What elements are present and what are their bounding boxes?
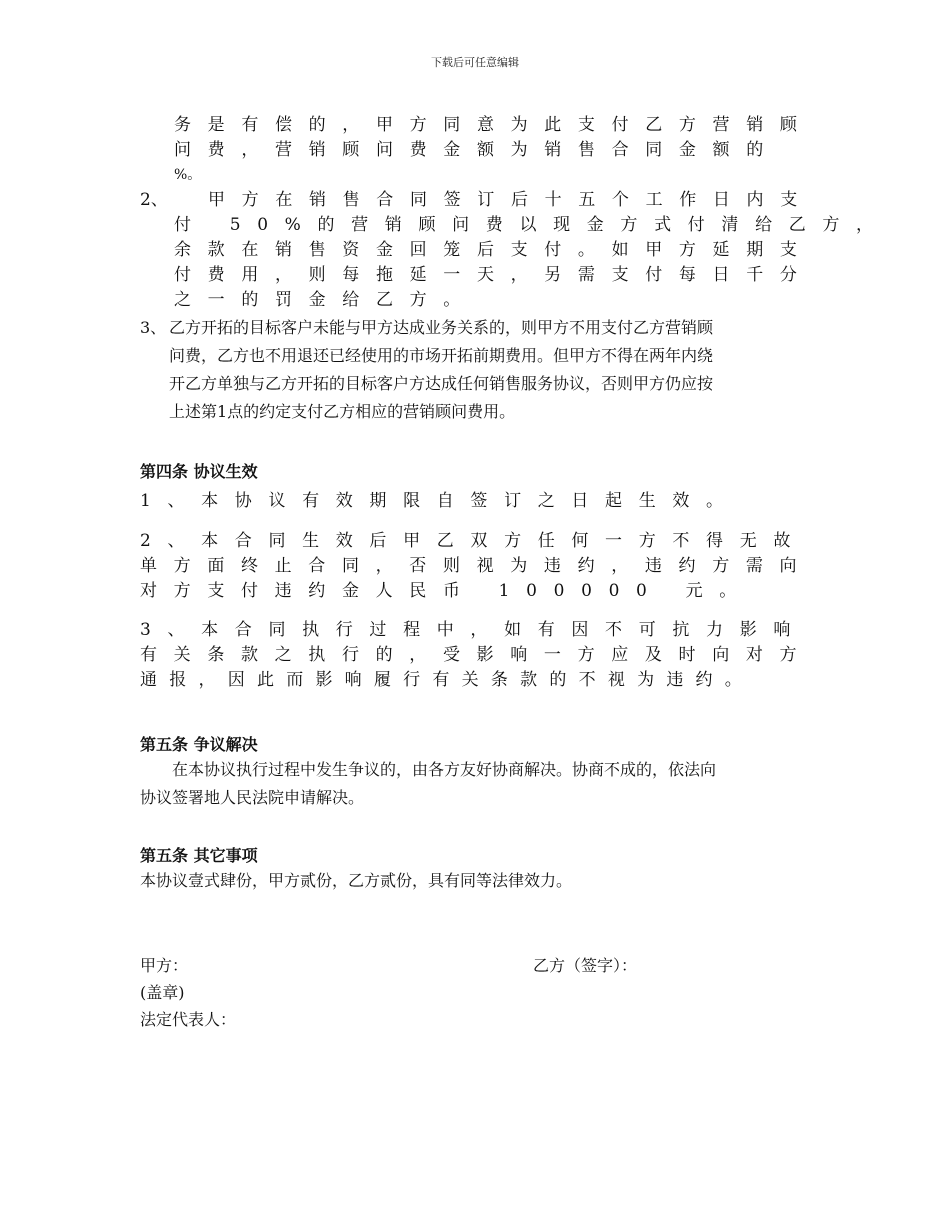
body-line: 在本协议执行过程中发生争议的，由各方友好协商解决。协商不成的，依法向	[172, 760, 717, 779]
clause-line: 单方面终止合同，否则视为违约，违约方需向	[140, 556, 814, 576]
seal-label: (盖章)	[140, 983, 185, 1002]
party-a-label: 甲方：	[140, 956, 189, 975]
clause-line: 之一的罚金给乙方。	[174, 290, 477, 310]
legal-rep-label: 法定代表人：	[140, 1010, 237, 1029]
party-b-label: 乙方（签字）：	[533, 956, 638, 975]
body-line: 本协议壹式肆份，甲方贰份，乙方贰份，具有同等法律效力。	[140, 871, 573, 890]
body-line: 协议签署地人民法院申请解决。	[140, 788, 365, 807]
section-heading: 第五条 争议解决	[140, 735, 258, 754]
clause-line: 务是有偿的，甲方同意为此支付乙方营销顾	[174, 115, 814, 135]
clause-line: 通报，因此而影响履行有关条款的不视为违约。	[140, 670, 755, 690]
clause-line: 乙方开拓的目标客户未能与甲方达成业务关系的，则甲方不用支付乙方营销顾	[169, 318, 714, 337]
clause-line: 付费用，则每拖延一天，另需支付每日千分	[174, 265, 814, 285]
clause-line: 有关条款之执行的，受影响一方应及时向对方	[140, 645, 814, 665]
page-header: 下载后可任意编辑	[431, 56, 519, 69]
clause-line: 余款在销售资金回笼后支付。如甲方延期支	[174, 240, 814, 260]
section-heading: 第五条 其它事项	[140, 846, 258, 865]
section-heading: 第四条 协议生效	[140, 462, 258, 481]
clause-line: 3、本合同执行过程中，如有因不可抗力影响	[140, 620, 808, 640]
item-number: 3、	[140, 318, 167, 337]
item-number: 2、	[140, 190, 168, 210]
clause-line: 2、本合同生效后甲乙双方任何一方不得无故	[140, 531, 808, 551]
clause-line: 上述第1点的约定支付乙方相应的营销顾问费用。	[169, 402, 516, 421]
clause-line: 1、本协议有效期限自签订之日起生效。	[140, 491, 740, 511]
clause-line: %。	[174, 167, 202, 183]
clause-line: 问费，乙方也不用退还已经使用的市场开拓前期费用。但甲方不得在两年内绕	[169, 346, 714, 365]
clause-line: 对方支付违约金人民币 100000 元。	[140, 581, 753, 601]
clause-line: 付 50%的营销顾问费以现金方式付清给乙方，	[174, 215, 890, 235]
clause-line: 开乙方单独与乙方开拓的目标客户方达成任何销售服务协议，否则甲方仍应按	[169, 374, 714, 393]
clause-line: 问费，营销顾问费金额为销售合同金额的	[174, 140, 780, 160]
clause-line: 甲方在销售合同签订后十五个工作日内支	[208, 190, 814, 210]
